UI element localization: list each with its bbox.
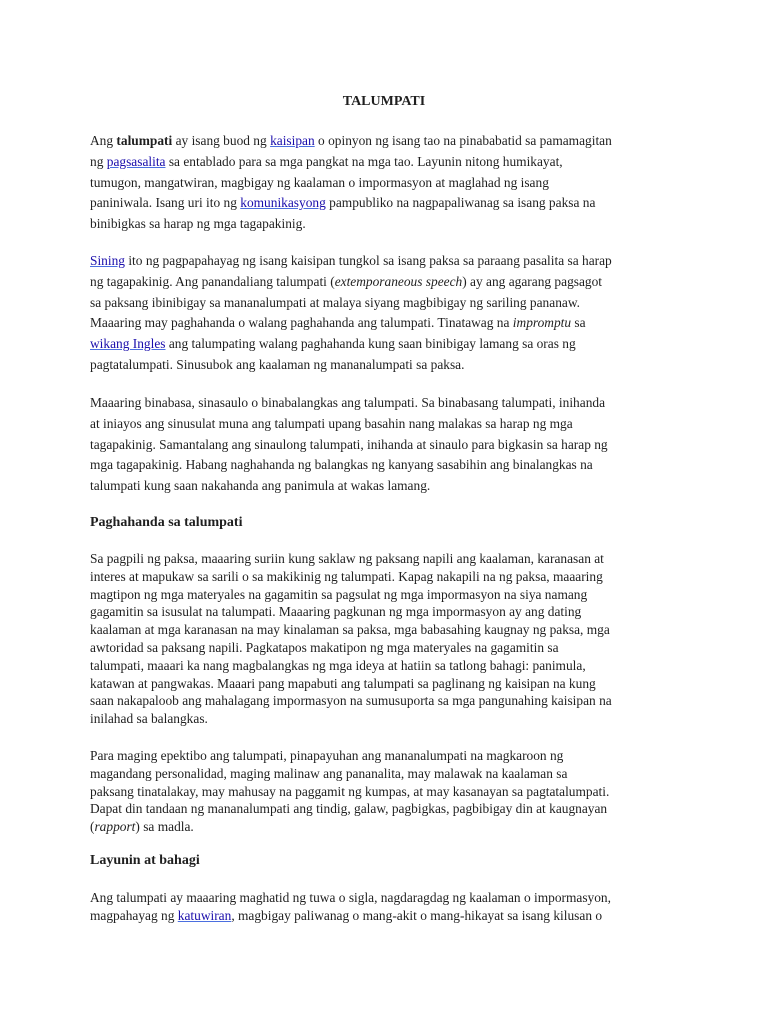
link-komunikasyong[interactable]: komunikasyong: [240, 195, 326, 211]
text-line: talumpati kung saan nakahanda ang panimula at wakas lamang.: [90, 478, 431, 494]
paragraph-layunin: [90, 889, 684, 925]
text-line: magpahayag ng katuwiran, magbigay paliwanag o mang-akit o mang-hikayat sa isang kilusan o: [90, 907, 603, 923]
link-pagsasalita[interactable]: pagsasalita: [106, 153, 166, 169]
text-line: interes at mapukaw sa sarili o sa makikinig ng talumpati. Kapag nakapili na ng paksa, maaaring: [90, 568, 603, 584]
paragraph-sining: [90, 251, 684, 376]
text-line: Dapat din tandaan ng mananalumpati ang tindig, galaw, pagbigkas, pagbibigay din at kaugnayan: [90, 801, 608, 817]
text-line: Ang talumpati ay isang buod ng kaisipan o opinyon ng isang tao na pinababatid sa pamamagitan: [90, 133, 612, 148]
paragraph-binabasa: [90, 393, 684, 497]
text-line: binibigkas sa harap ng mga tagapakinig.: [90, 216, 306, 232]
section-heading-paghahanda: Paghahanda sa talumpati: [90, 515, 243, 530]
text-line: pagtatalumpati. Sinusubok ang kaalaman ng mananalumpati sa paksa.: [90, 356, 465, 372]
text-line: Maaaring may paghahanda o walang paghahanda ang talumpati. Tinatawag na impromptu sa: [90, 315, 586, 331]
italic-term: rapport: [94, 819, 136, 835]
text-line: ng pagsasalita sa entablado para sa mga pangkat na mga tao. Layunin nitong humikayat,: [90, 153, 563, 169]
text-line: inilahad sa balangkas.: [90, 711, 208, 727]
text-line: tagapakinig. Samantalang ang sinaulong talumpati, inihanda at sinaulo para bigkasin sa harap ng: [90, 436, 608, 452]
text-line: magtipon ng mga materyales na gagamitin sa pagsulat ng mga impormasyon na siya namang: [90, 586, 588, 602]
text-line: sa paksang ibinibigay sa mananalumpati at malaya siyang magbibigay ng sariling pananaw.: [90, 294, 580, 310]
text-line: wikang Ingles ang talumpating walang paghahanda kung saan binibigay lamang sa oras ng: [90, 336, 576, 352]
text-line: saan nakapaloob ang mahalagang impormasyon na sumusuporta sa mga pangunahing kaisipan na: [90, 693, 612, 709]
document-title: TALUMPATI: [342, 94, 426, 109]
text-line: ng tagapakinig. Ang panandaliang talumpati (extemporaneous speech) ay ang agarang pagsagot: [90, 273, 603, 289]
section-heading-layunin: Layunin at bahagi: [90, 853, 200, 868]
paragraph-intro: [90, 131, 684, 235]
link-sining[interactable]: Sining: [90, 253, 125, 268]
paragraph-epektibo: [90, 747, 684, 836]
text-line: paniniwala. Isang uri ito ng komunikasyong pampubliko na nagpapaliwanag sa isang paksa na: [90, 195, 596, 211]
text-line: paksang tinatalakay, may mahusay na paggamit ng kumpas, at may kasanayan sa pagtatalumpati.: [90, 783, 610, 799]
link-katuwiran[interactable]: katuwiran: [177, 907, 232, 923]
link-kaisipan[interactable]: kaisipan: [270, 133, 315, 148]
text-line: mga tagapakinig. Habang naghahanda ng balangkas ng kanyang sasabihin ang binalangkas na: [90, 457, 593, 473]
text-line: Para maging epektibo ang talumpati, pinapayuhan ang mananalumpati na magkaroon ng: [90, 748, 564, 763]
text-line: (rapport) sa madla.: [90, 819, 194, 835]
text-line: tumugon, mangatwiran, magbigay ng kaalaman o impormasyon at maglahad ng isang: [90, 174, 549, 190]
italic-term: extemporaneous speech: [334, 273, 463, 289]
text-line: magandang personalidad, maging malinaw ang pananalita, may malawak na kaalaman sa: [90, 765, 568, 781]
text-line: katawan at pangwakas. Maaari pang mapabuti ang talumpati sa paglinang ng kaisipan na kung: [90, 675, 596, 691]
bold-term: talumpati: [116, 133, 173, 148]
link-wikang-ingles[interactable]: wikang Ingles: [90, 336, 166, 352]
paragraph-pagpili: [90, 550, 684, 728]
text-line: Sa pagpili ng paksa, maaaring suriin kung saklaw ng paksang napili ang kaalaman, karanasan at: [90, 551, 604, 566]
text-line: talumpati, maaari ka nang magbalangkas ng mga ideya at hatiin sa tatlong bahagi: panimula,: [90, 657, 586, 673]
text-line: kaalaman at mga karanasan na may kinalaman sa paksa, mga babasahing kaugnay ng paksa, mga: [90, 622, 610, 638]
italic-term: impromptu: [512, 315, 572, 331]
text-line: at iniayos ang sinusulat muna ang talumpati upang basahin nang malakas sa harap ng mga: [90, 415, 573, 431]
text-line: Maaaring binabasa, sinasaulo o binabalangkas ang talumpati. Sa binabasang talumpati, inihanda: [90, 395, 606, 410]
text-line: gagamitin sa isusulat na talumpati. Maaaring pagkunan ng mga impormasyon ay ang dating: [90, 604, 582, 620]
text-line: awtoridad sa paksang napili. Pagkatapos makatipon ng mga materyales na gagamitin sa: [90, 639, 559, 655]
text-line: Sining ito ng pagpapahayag ng isang kaisipan tungkol sa isang paksa sa paraang pasalita sa harap: [90, 253, 612, 268]
text-line: Ang talumpati ay maaaring maghatid ng tuwa o sigla, nagdaragdag ng kaalaman o impormasyon,: [90, 890, 611, 905]
